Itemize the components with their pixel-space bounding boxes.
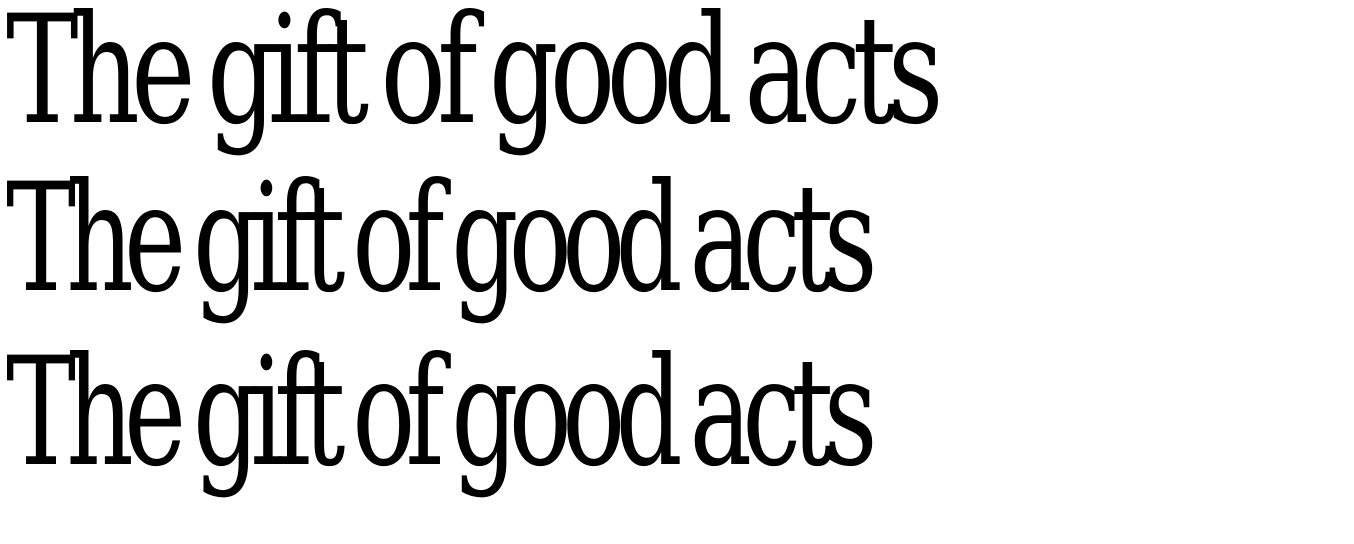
specimen-line-standard: The gift of good acts	[6, 0, 935, 158]
specimen-line-discretionary-ligatures: The gift of good acts	[6, 326, 868, 500]
specimen-line-th-ligature: The gift of good acts	[6, 152, 868, 326]
